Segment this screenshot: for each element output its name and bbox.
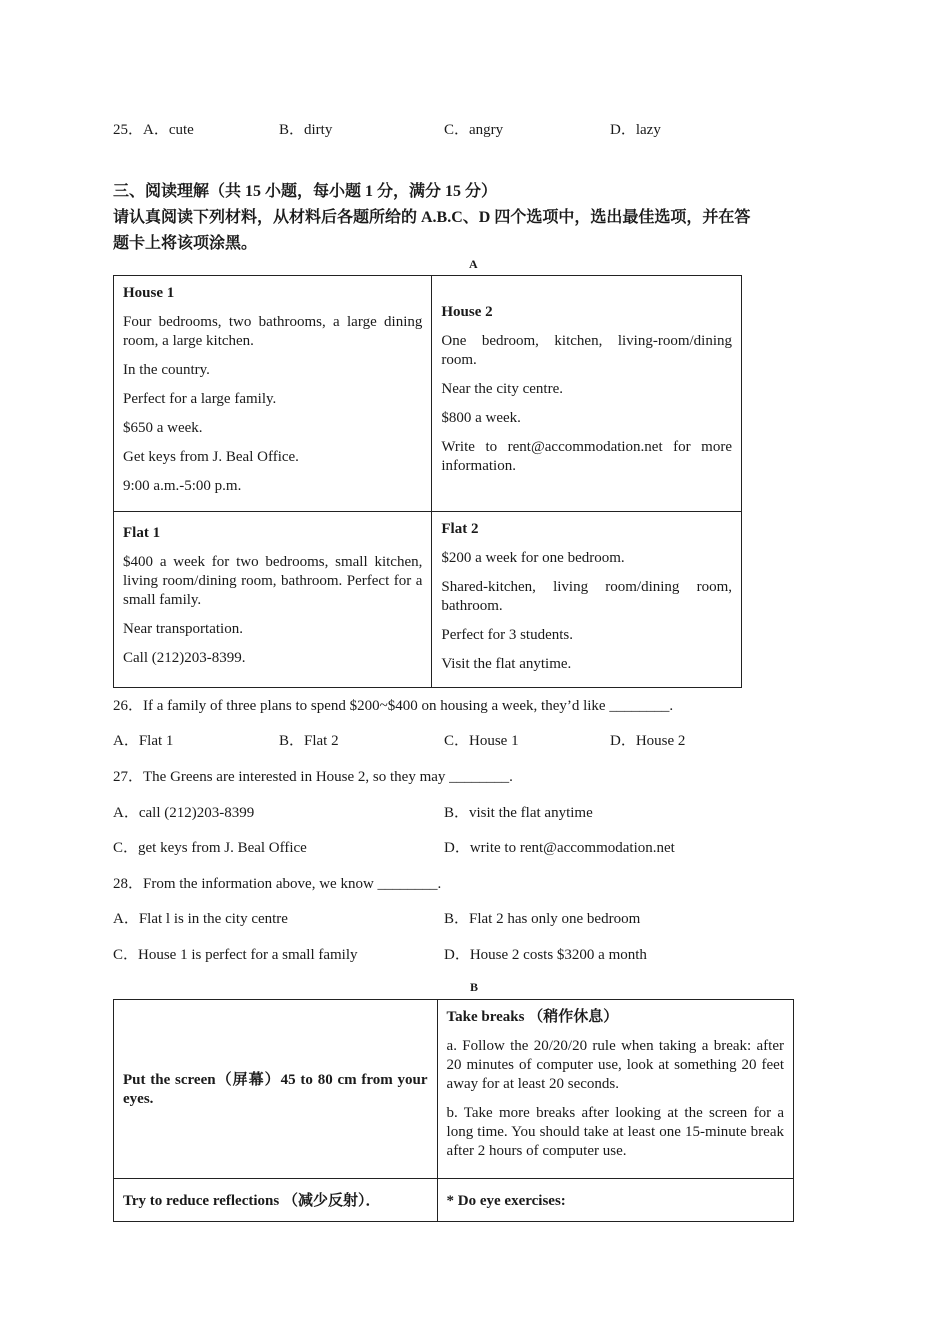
take-breaks-a: a. Follow the 20/20/20 rule when taking a break: after 20 minutes of computer use, look at something 20 feet away for at least 20 seconds. [446,1038,784,1092]
house2-line: $800 a week. [441,410,521,426]
flat2-cell [432,512,742,688]
q28-stem: 28．From the information above, we know ________. [113,876,442,892]
section-instruction-2: 题卡上将该项涂黑。 [113,235,258,252]
flat1-line: Call (212)203-8399. [123,650,246,666]
take-breaks-cell [437,1000,793,1179]
q27-option-a: A．call (212)203-8399 [113,805,255,821]
q25-option-c: C．angry [444,122,504,138]
reflections-cell [114,1179,438,1222]
q27-option-d: D．write to rent@accommodation.net [444,840,675,856]
q26-stem: 26．If a family of three plans to spend $200~$400 on housing a week, they’d like ________. [113,698,674,714]
passage-a-label: A [469,257,478,271]
house2-title: House 2 [441,304,493,320]
house1-line: Perfect for a large family. [123,391,277,407]
flat1-line: $400 a week for two bedrooms, small kitchen, living room/dining room, bathroom. Perfect for a small family. [123,554,423,608]
house2-line: Write to rent@accommodation.net for more information. [441,439,732,474]
q25-option-d: D．lazy [610,122,661,138]
eye-care-table [113,999,794,1222]
q28-option-b: B．Flat 2 has only one bedroom [444,911,641,927]
take-breaks-title: Take breaks （稍作休息） [446,1009,619,1025]
q26-option-c: C．House 1 [444,733,519,749]
house2-cell [432,276,742,512]
flat2-title: Flat 2 [441,521,479,537]
q28-option-d: D．House 2 costs $3200 a month [444,947,647,963]
screen-distance-cell [114,1000,438,1179]
q27-option-c: C．get keys from J. Beal Office [113,840,307,856]
screen-distance-tip: Put the screen（屏幕）45 to 80 cm from your eyes. [123,1072,428,1107]
q27-stem: 27．The Greens are interested in House 2, so they may ________. [113,769,513,785]
house1-cell [114,276,432,512]
house2-line: Near the city centre. [441,381,563,397]
passage-b-label: B [470,980,479,994]
house2-line: One bedroom, kitchen, living-room/dining room. [441,333,732,368]
eye-exercises-tip: * Do eye exercises: [446,1192,566,1209]
house1-line: Get keys from J. Beal Office. [123,449,299,465]
housing-ads-table [113,275,742,688]
flat2-line: Perfect for 3 students. [441,627,574,643]
reflections-tip: Try to reduce reflections （减少反射）． [123,1192,381,1209]
flat1-line: Near transportation. [123,621,243,637]
q26-option-b: B．Flat 2 [279,733,339,749]
house1-line: In the country. [123,362,210,378]
section-instruction-1: 请认真阅读下列材料，从材料后各题所给的 A.B.C、D 四个选项中，选出最佳选项，并在答 [113,209,751,226]
q28-option-a: A．Flat l is in the city centre [113,911,288,927]
q26-option-a: A．Flat 1 [113,733,174,749]
q25-option-a: 25．A．cute [113,122,194,138]
q25-option-b: B．dirty [279,122,333,138]
q26-option-d: D．House 2 [610,733,686,749]
house1-line: Four bedrooms, two bathrooms, a large dining room, a large kitchen. [123,314,423,349]
flat2-line: Shared-kitchen, living room/dining room, bathroom. [441,579,732,614]
flat2-line: $200 a week for one bedroom. [441,550,625,566]
flat2-line: Visit the flat anytime. [441,656,572,672]
flat1-cell [114,512,432,688]
section-heading: 三、阅读理解（共 15 小题，每小题 1 分，满分 15 分） [113,183,498,200]
house1-line: $650 a week. [123,420,203,436]
take-breaks-b: b. Take more breaks after looking at the screen for a long time. You should take at least one 15-minute break after 2 hours of computer use. [446,1105,784,1159]
eye-exercises-cell [437,1179,793,1222]
q28-option-c: C．House 1 is perfect for a small family [113,947,358,963]
house1-line: 9:00 a.m.-5:00 p.m. [123,478,242,494]
house1-title: House 1 [123,285,175,301]
q27-option-b: B．visit the flat anytime [444,805,593,821]
flat1-title: Flat 1 [123,525,161,541]
